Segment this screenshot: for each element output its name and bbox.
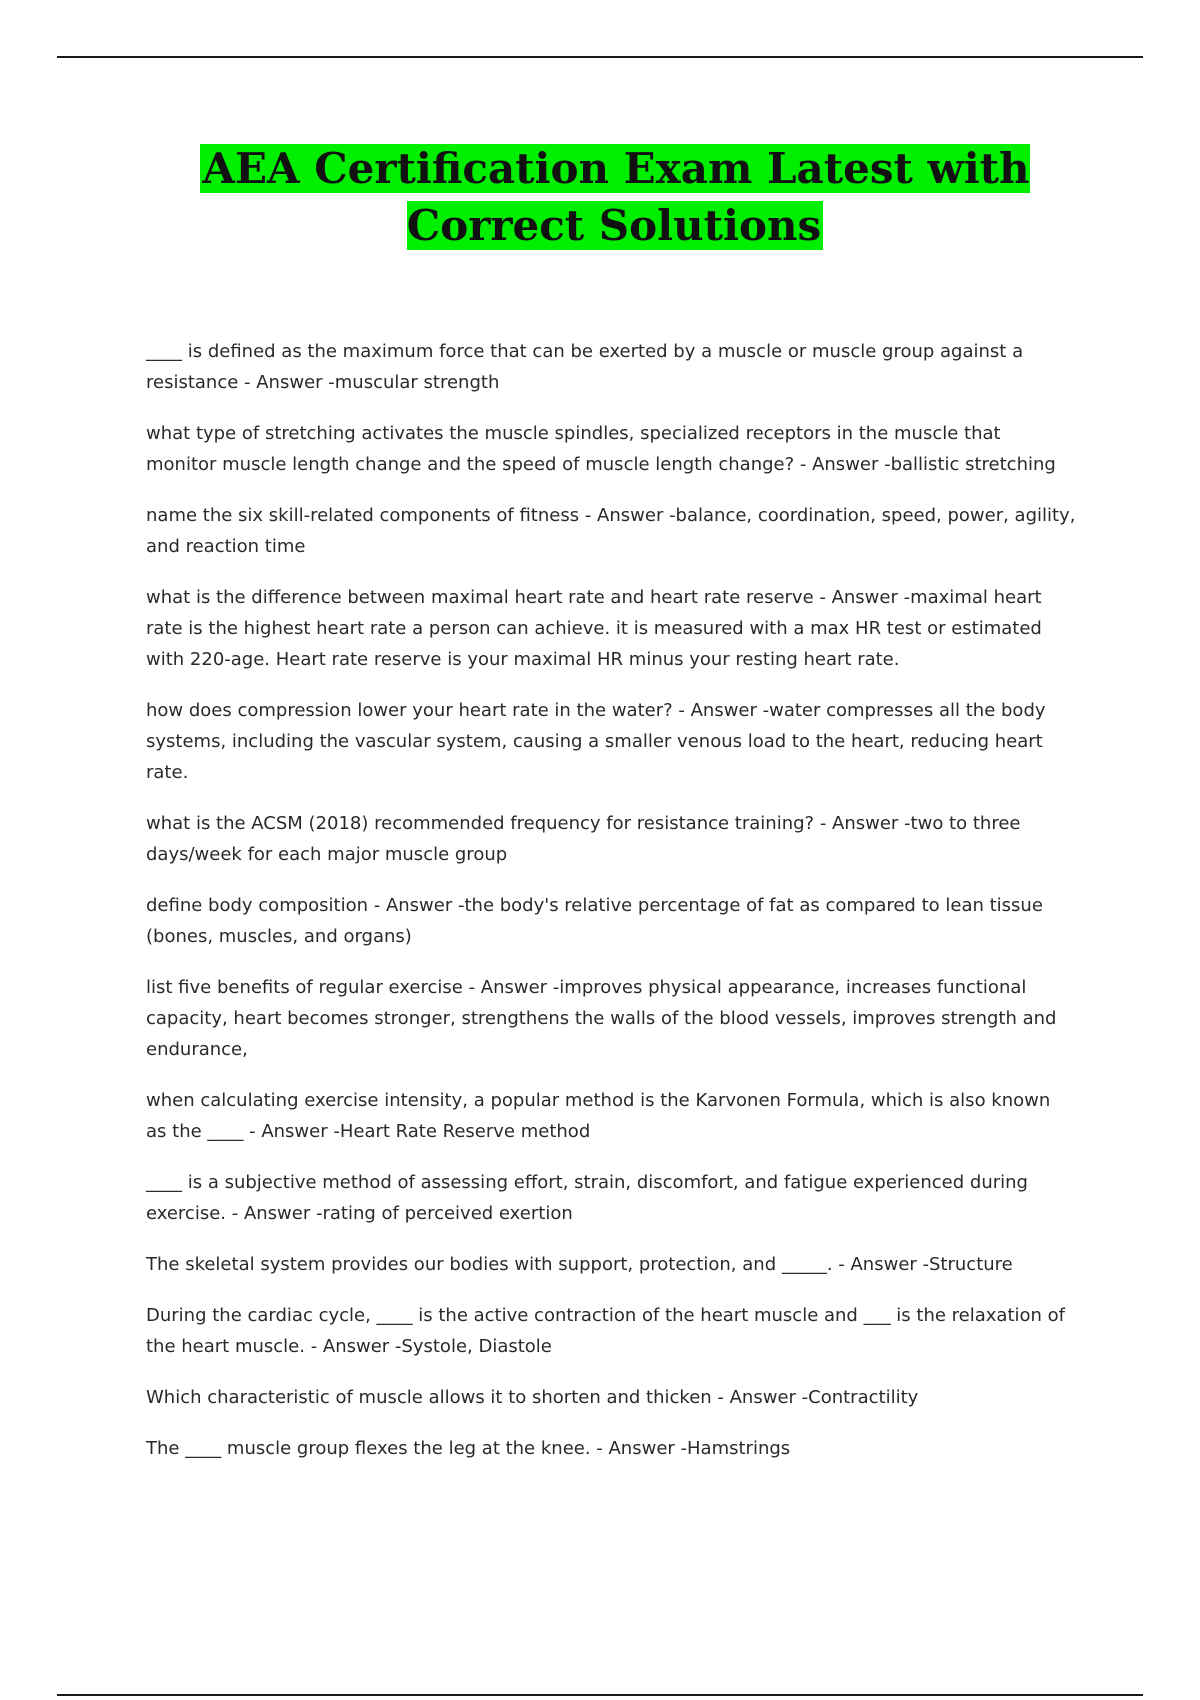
qa-item-10: ____ is a subjective method of assessing effort, strain, discomfort, and fatigue experienced during exercise. - Answer -rating of perceived exertion [146,1172,1028,1224]
qa-item-4: what is the difference between maximal heart rate and heart rate reserve - Answer -maximal heart rate is the highest heart rate a person can achieve. it is measured with a max HR test or estimated with 220-age. Heart rate reserve is your maximal HR minus your resting heart rate. [146,587,1042,670]
qa-item-2: what type of stretching activates the muscle spindles, specialized receptors in the muscle that monitor muscle length change and the speed of muscle length change? - Answer -ballistic stretching [146,423,1056,475]
qa-item-5: how does compression lower your heart rate in the water? - Answer -water compresses all the body systems, including the vascular system, causing a smaller venous load to the heart, reducing heart rate. [146,700,1046,783]
document-title-block [140,140,1090,254]
question-answer-list [146,336,1076,1484]
qa-item-12: During the cardiac cycle, ____ is the active contraction of the heart muscle and ___ is the relaxation of the heart muscle. - Answer -Systole, Diastole [146,1305,1066,1357]
qa-item-9: when calculating exercise intensity, a popular method is the Karvonen Formula, which is also known as the ____ - Answer -Heart Rate Reserve method [146,1090,1051,1142]
qa-item-14: The ____ muscle group flexes the leg at the knee. - Answer -Hamstrings [146,1438,791,1459]
qa-item-7: define body composition - Answer -the body's relative percentage of fat as compared to lean tissue (bones, muscles, and organs) [146,895,1043,947]
qa-item-11: The skeletal system provides our bodies with support, protection, and _____. - Answer -Structure [146,1254,1013,1275]
qa-item-3: name the six skill-related components of fitness - Answer -balance, coordination, speed, power, agility, and reaction time [146,505,1076,557]
qa-item-13: Which characteristic of muscle allows it to shorten and thicken - Answer -Contractility [146,1387,919,1408]
qa-item-8: list five benefits of regular exercise - Answer -improves physical appearance, increases functional capacity, heart becomes stronger, strengthens the walls of the blood vessels, improves strength and endurance, [146,977,1057,1060]
qa-item-6: what is the ACSM (2018) recommended frequency for resistance training? - Answer -two to three days/week for each major muscle group [146,813,1021,865]
bottom-divider [57,1694,1143,1696]
qa-item-1: ____ is defined as the maximum force that can be exerted by a muscle or muscle group against a resistance - Answer -muscular strength [146,341,1024,393]
document-title: AEA Certification Exam Latest with Correct Solutions [202,144,1030,250]
top-divider [57,56,1143,58]
